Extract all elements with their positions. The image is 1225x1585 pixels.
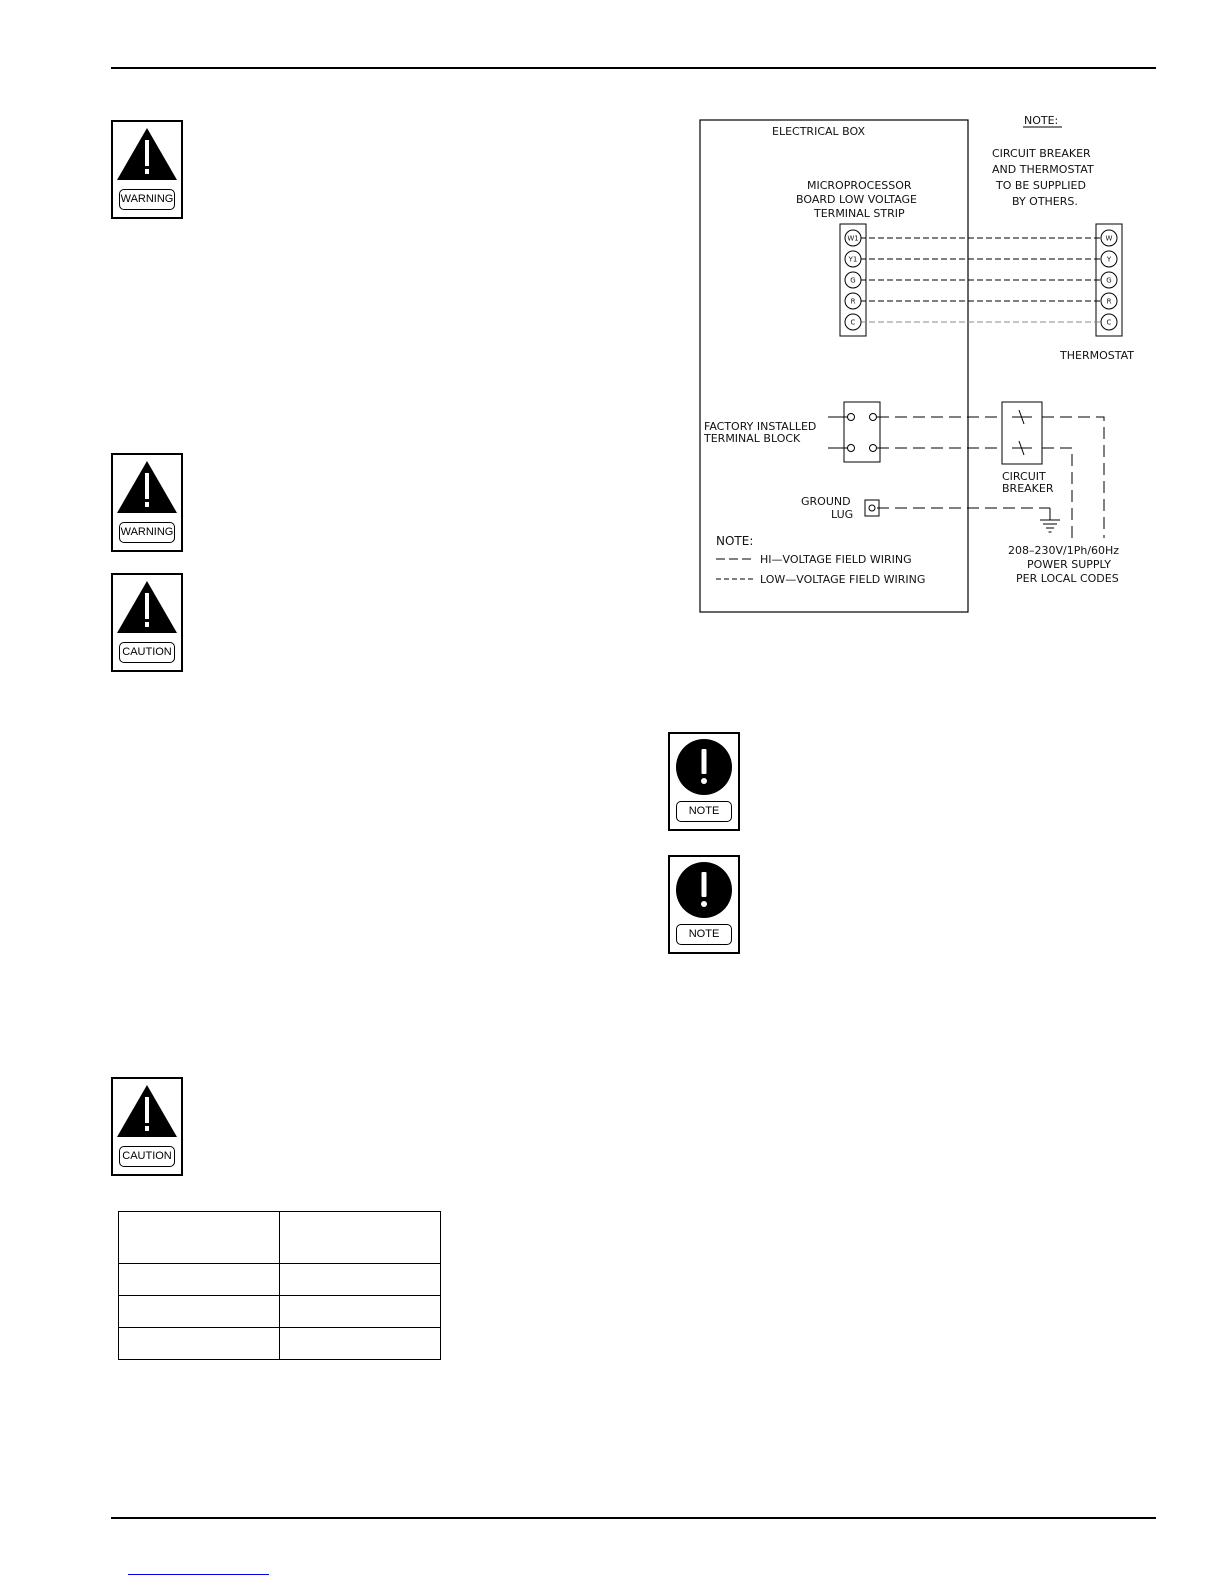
thermostat-terminal-w: W xyxy=(1105,234,1113,243)
warning-sign xyxy=(111,120,183,219)
terminal-block xyxy=(844,402,880,462)
terminal-r: R xyxy=(850,297,856,306)
legend-title: NOTE: xyxy=(716,534,754,548)
caution-label: CAUTION xyxy=(119,642,175,663)
microprocessor-label: TERMINAL STRIP xyxy=(814,207,905,220)
terminal-g: G xyxy=(850,276,856,285)
thermostat-terminal-g: G xyxy=(1106,276,1112,285)
power-supply-label: POWER SUPPLY xyxy=(1027,558,1111,571)
power-supply-label: 208–230V/1Ph/60Hz xyxy=(1008,544,1120,557)
data-table xyxy=(118,1211,441,1360)
electrical-box-label: ELECTRICAL BOX xyxy=(772,125,865,138)
circuit-breaker xyxy=(1002,402,1042,464)
warning-sign xyxy=(111,453,183,552)
caution-sign xyxy=(111,1077,183,1176)
diagram-note-line: AND THERMOSTAT xyxy=(992,163,1094,176)
terminal-w1: W1 xyxy=(847,234,859,243)
note-label: NOTE xyxy=(676,801,732,822)
thermostat-terminals xyxy=(1101,230,1117,330)
caution-label: CAUTION xyxy=(119,1146,175,1167)
legend-low-voltage: LOW—VOLTAGE FIELD WIRING xyxy=(760,573,926,586)
table-header-row xyxy=(119,1212,441,1264)
legend-hi-voltage: HI—VOLTAGE FIELD WIRING xyxy=(760,553,912,566)
note-label: NOTE xyxy=(676,924,732,945)
circuit-breaker-label: BREAKER xyxy=(1002,482,1054,495)
thermostat-label: THERMOSTAT xyxy=(1060,349,1134,362)
wiring-diagram xyxy=(690,108,1160,618)
diagram-note-title: NOTE: xyxy=(1024,114,1059,127)
diagram-note-line: BY OTHERS. xyxy=(1012,195,1078,208)
thermostat-terminal-c: C xyxy=(1106,318,1112,327)
hi-voltage-wires xyxy=(877,417,1104,538)
footer-rule xyxy=(111,1517,1156,1519)
microprocessor-label: MICROPROCESSOR xyxy=(807,179,912,192)
warning-label: WARNING xyxy=(119,522,175,543)
terminal-c: C xyxy=(850,318,856,327)
warning-label: WARNING xyxy=(119,189,175,210)
microprocessor-label: BOARD LOW VOLTAGE xyxy=(796,193,917,206)
table-row xyxy=(119,1296,441,1328)
power-supply-label: PER LOCAL CODES xyxy=(1016,572,1119,585)
low-voltage-wires xyxy=(860,238,1100,322)
thermostat-terminal-y: Y xyxy=(1106,255,1112,264)
table-row xyxy=(119,1328,441,1360)
note-sign xyxy=(668,855,740,954)
diagram-note-line: TO BE SUPPLIED xyxy=(996,179,1086,192)
ground-lug-label: GROUND xyxy=(801,495,851,508)
board-terminals xyxy=(845,230,861,330)
ground-lug-label: LUG xyxy=(831,508,854,521)
terminal-y1: Y1 xyxy=(848,255,858,264)
header-rule xyxy=(111,67,1156,69)
note-sign xyxy=(668,732,740,831)
terminal-block-label: FACTORY INSTALLED xyxy=(704,420,817,433)
caution-sign xyxy=(111,573,183,672)
table-row xyxy=(119,1264,441,1296)
footer-link-underline[interactable] xyxy=(128,1574,269,1575)
ground-icon xyxy=(1040,520,1060,532)
thermostat-terminal-r: R xyxy=(1106,297,1112,306)
circuit-breaker-label: CIRCUIT xyxy=(1002,470,1046,483)
terminal-block-label: TERMINAL BLOCK xyxy=(704,432,801,445)
diagram-note-line: CIRCUIT BREAKER xyxy=(992,147,1091,160)
